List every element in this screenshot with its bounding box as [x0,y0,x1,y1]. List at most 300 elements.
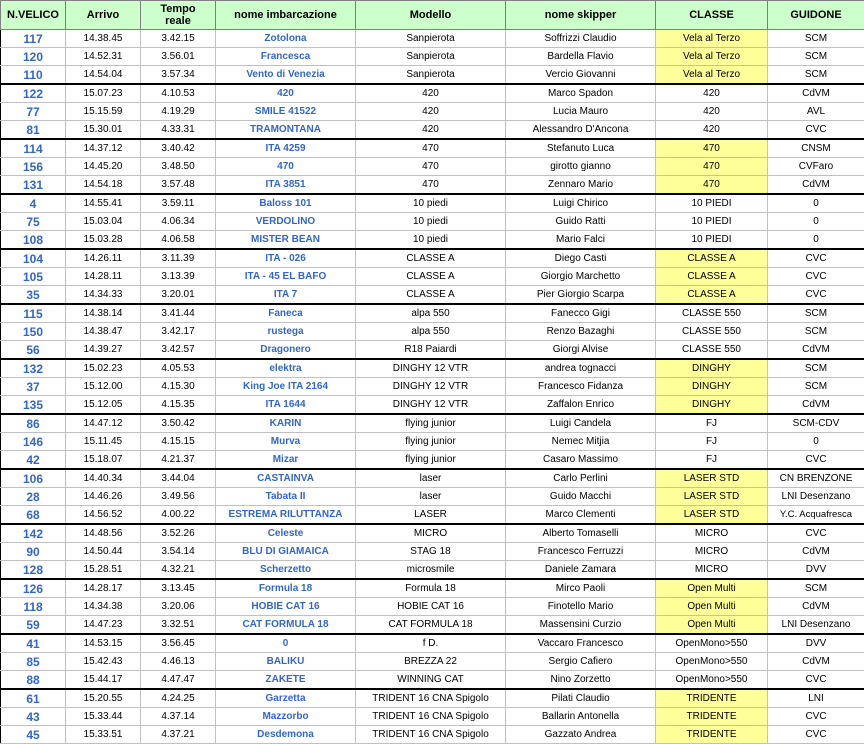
cell-n-velico: 150 [1,323,66,341]
cell-nome-skipper: Nemec Mitjia [506,433,656,451]
cell-nome-imbarcazione: rustega [216,323,356,341]
cell-classe: 470 [656,139,768,158]
cell-tempo-reale: 3.32.51 [141,616,216,635]
table-row [1,414,864,433]
cell-nome-skipper: Pier Giorgio Scarpa [506,286,656,305]
cell-nome-imbarcazione: Mizar [216,451,356,470]
cell-classe: FJ [656,451,768,470]
cell-tempo-reale: 4.21.37 [141,451,216,470]
cell-classe: MICRO [656,543,768,561]
cell-n-velico: 42 [1,451,66,470]
cell-classe: OpenMono>550 [656,634,768,653]
cell-nome-skipper: Sergio Cafiero [506,653,656,671]
header-arrivo: Arrivo [66,1,141,30]
table-body [1,30,864,744]
cell-modello: flying junior [356,451,506,470]
cell-guidone: CVC [768,268,864,286]
cell-n-velico: 122 [1,84,66,103]
cell-n-velico: 4 [1,194,66,213]
cell-tempo-reale: 4.05.53 [141,359,216,378]
cell-nome-imbarcazione: Celeste [216,524,356,543]
cell-arrivo: 15.02.23 [66,359,141,378]
cell-nome-skipper: Vaccaro Francesco [506,634,656,653]
cell-nome-imbarcazione: Baloss 101 [216,194,356,213]
cell-nome-skipper: Mirco Paoli [506,579,656,598]
cell-nome-skipper: Giorgi Alvise [506,341,656,360]
cell-arrivo: 15.18.07 [66,451,141,470]
cell-n-velico: 105 [1,268,66,286]
cell-modello: R18 Paiardi [356,341,506,360]
cell-tempo-reale: 4.46.13 [141,653,216,671]
cell-nome-skipper: andrea tognacci [506,359,656,378]
cell-nome-imbarcazione: 0 [216,634,356,653]
table-row [1,378,864,396]
cell-tempo-reale: 4.47.47 [141,671,216,690]
cell-nome-imbarcazione: Vento di Venezia [216,66,356,85]
cell-arrivo: 14.46.26 [66,488,141,506]
cell-modello: 470 [356,139,506,158]
cell-arrivo: 15.12.00 [66,378,141,396]
cell-tempo-reale: 3.42.17 [141,323,216,341]
cell-n-velico: 156 [1,158,66,176]
table-row [1,48,864,66]
cell-modello: DINGHY 12 VTR [356,359,506,378]
table-row [1,469,864,488]
table-row [1,304,864,323]
cell-modello: LASER [356,506,506,525]
cell-nome-imbarcazione: ITA 7 [216,286,356,305]
cell-nome-skipper: Zennaro Mario [506,176,656,195]
cell-arrivo: 14.26.11 [66,249,141,268]
cell-n-velico: 114 [1,139,66,158]
cell-nome-imbarcazione: Faneca [216,304,356,323]
cell-guidone: DVV [768,561,864,580]
cell-nome-imbarcazione: ITA 1644 [216,396,356,415]
cell-modello: CLASSE A [356,249,506,268]
cell-tempo-reale: 3.13.45 [141,579,216,598]
cell-guidone: CVC [768,121,864,140]
cell-tempo-reale: 4.00.22 [141,506,216,525]
cell-nome-skipper: Alberto Tomaselli [506,524,656,543]
cell-guidone: SCM [768,304,864,323]
cell-tempo-reale: 3.13.39 [141,268,216,286]
cell-classe: Open Multi [656,579,768,598]
cell-classe: Open Multi [656,616,768,635]
cell-modello: STAG 18 [356,543,506,561]
cell-n-velico: 135 [1,396,66,415]
cell-arrivo: 15.07.23 [66,84,141,103]
cell-nome-imbarcazione: Dragonero [216,341,356,360]
cell-classe: FJ [656,433,768,451]
cell-nome-skipper: Carlo Perlini [506,469,656,488]
cell-arrivo: 14.39.27 [66,341,141,360]
cell-modello: CAT FORMULA 18 [356,616,506,635]
cell-nome-skipper: Diego Casti [506,249,656,268]
cell-arrivo: 15.12.05 [66,396,141,415]
cell-modello: Sanpierota [356,66,506,85]
cell-nome-skipper: Fanecco Gigi [506,304,656,323]
cell-nome-imbarcazione: BLU DI GIAMAICA [216,543,356,561]
cell-n-velico: 81 [1,121,66,140]
cell-nome-imbarcazione: elektra [216,359,356,378]
table-row [1,286,864,305]
cell-n-velico: 90 [1,543,66,561]
cell-modello: alpa 550 [356,304,506,323]
cell-arrivo: 14.47.23 [66,616,141,635]
cell-guidone: DVV [768,634,864,653]
cell-modello: DINGHY 12 VTR [356,378,506,396]
header-nome-skipper: nome skipper [506,1,656,30]
cell-arrivo: 14.37.12 [66,139,141,158]
cell-guidone: Y.C. Acquafresca [768,506,864,525]
cell-arrivo: 14.38.45 [66,30,141,48]
cell-n-velico: 110 [1,66,66,85]
cell-classe: CLASSE A [656,286,768,305]
cell-guidone: CdVM [768,341,864,360]
cell-arrivo: 14.47.12 [66,414,141,433]
cell-modello: TRIDENT 16 CNA Spigolo [356,726,506,744]
cell-guidone: CVC [768,451,864,470]
cell-nome-skipper: Giorgio Marchetto [506,268,656,286]
cell-modello: 10 piedi [356,194,506,213]
cell-modello: 420 [356,121,506,140]
cell-modello: Sanpierota [356,30,506,48]
cell-classe: CLASSE 550 [656,341,768,360]
cell-nome-skipper: Luigi Chirico [506,194,656,213]
cell-modello: HOBIE CAT 16 [356,598,506,616]
cell-guidone: CVC [768,286,864,305]
cell-arrivo: 14.28.11 [66,268,141,286]
table-row [1,121,864,140]
table-row [1,30,864,48]
cell-nome-skipper: Francesco Fidanza [506,378,656,396]
cell-guidone: CdVM [768,653,864,671]
cell-guidone: 0 [768,433,864,451]
cell-modello: CLASSE A [356,268,506,286]
table-row [1,341,864,360]
table-row [1,249,864,268]
cell-nome-skipper: Gazzato Andrea [506,726,656,744]
header-guidone: GUIDONE [768,1,864,30]
cell-tempo-reale: 4.32.21 [141,561,216,580]
table-row [1,561,864,580]
cell-nome-skipper: Nino Zorzetto [506,671,656,690]
header-classe: CLASSE [656,1,768,30]
cell-nome-imbarcazione: HOBIE CAT 16 [216,598,356,616]
cell-n-velico: 75 [1,213,66,231]
table-row [1,598,864,616]
cell-nome-imbarcazione: ITA 4259 [216,139,356,158]
cell-n-velico: 59 [1,616,66,635]
cell-modello: DINGHY 12 VTR [356,396,506,415]
cell-guidone: CdVM [768,176,864,195]
cell-tempo-reale: 4.19.29 [141,103,216,121]
cell-tempo-reale: 4.10.53 [141,84,216,103]
cell-guidone: CVC [768,524,864,543]
cell-arrivo: 15.33.44 [66,708,141,726]
cell-classe: 420 [656,103,768,121]
cell-guidone: CdVM [768,543,864,561]
cell-n-velico: 117 [1,30,66,48]
cell-nome-imbarcazione: 420 [216,84,356,103]
cell-classe: Vela al Terzo [656,48,768,66]
cell-nome-imbarcazione: CAT FORMULA 18 [216,616,356,635]
cell-guidone: CVC [768,708,864,726]
cell-classe: 470 [656,176,768,195]
cell-tempo-reale: 4.24.25 [141,689,216,708]
header-tempo-reale: Tempo reale [141,1,216,30]
cell-modello: 470 [356,176,506,195]
cell-n-velico: 35 [1,286,66,305]
cell-arrivo: 15.20.55 [66,689,141,708]
cell-nome-skipper: Bardella Flavio [506,48,656,66]
cell-guidone: CdVM [768,84,864,103]
cell-guidone: CVC [768,249,864,268]
cell-nome-skipper: Ballarin Antonella [506,708,656,726]
cell-arrivo: 15.28.51 [66,561,141,580]
cell-nome-imbarcazione: ITA - 45 EL BAFO [216,268,356,286]
cell-nome-skipper: Finotello Mario [506,598,656,616]
cell-arrivo: 15.44.17 [66,671,141,690]
table-row [1,488,864,506]
cell-arrivo: 14.40.34 [66,469,141,488]
cell-n-velico: 68 [1,506,66,525]
cell-n-velico: 86 [1,414,66,433]
cell-n-velico: 56 [1,341,66,360]
table-row [1,103,864,121]
cell-guidone: SCM [768,359,864,378]
cell-modello: 10 piedi [356,213,506,231]
cell-guidone: SCM [768,48,864,66]
cell-tempo-reale: 3.50.42 [141,414,216,433]
cell-nome-imbarcazione: CASTAINVA [216,469,356,488]
cell-n-velico: 28 [1,488,66,506]
cell-arrivo: 14.48.56 [66,524,141,543]
table-row [1,139,864,158]
table-row [1,176,864,195]
cell-nome-skipper: Mario Falci [506,231,656,250]
cell-modello: alpa 550 [356,323,506,341]
cell-n-velico: 118 [1,598,66,616]
cell-tempo-reale: 4.37.21 [141,726,216,744]
table-row [1,158,864,176]
cell-nome-imbarcazione: TRAMONTANA [216,121,356,140]
cell-modello: 10 piedi [356,231,506,250]
cell-classe: 420 [656,84,768,103]
cell-n-velico: 146 [1,433,66,451]
cell-classe: LASER STD [656,469,768,488]
cell-classe: TRIDENTE [656,689,768,708]
cell-classe: TRIDENTE [656,726,768,744]
cell-guidone: CNSM [768,139,864,158]
cell-guidone: 0 [768,194,864,213]
cell-tempo-reale: 4.15.15 [141,433,216,451]
header-row [1,1,864,30]
cell-nome-imbarcazione: Francesca [216,48,356,66]
cell-modello: BREZZA 22 [356,653,506,671]
cell-tempo-reale: 4.33.31 [141,121,216,140]
cell-arrivo: 14.56.52 [66,506,141,525]
cell-classe: CLASSE 550 [656,304,768,323]
cell-tempo-reale: 3.42.15 [141,30,216,48]
cell-tempo-reale: 4.15.30 [141,378,216,396]
cell-modello: Formula 18 [356,579,506,598]
cell-nome-skipper: Luigi Candela [506,414,656,433]
cell-nome-imbarcazione: ZAKETE [216,671,356,690]
cell-nome-skipper: girotto gianno [506,158,656,176]
cell-arrivo: 14.34.33 [66,286,141,305]
cell-nome-imbarcazione: KARIN [216,414,356,433]
cell-tempo-reale: 3.42.57 [141,341,216,360]
table-row [1,451,864,470]
header-modello: Modello [356,1,506,30]
cell-n-velico: 43 [1,708,66,726]
cell-tempo-reale: 3.11.39 [141,249,216,268]
cell-arrivo: 14.53.15 [66,634,141,653]
cell-tempo-reale: 3.54.14 [141,543,216,561]
cell-modello: f D. [356,634,506,653]
cell-classe: DINGHY [656,359,768,378]
cell-tempo-reale: 3.48.50 [141,158,216,176]
cell-nome-skipper: Stefanuto Luca [506,139,656,158]
cell-arrivo: 15.03.28 [66,231,141,250]
cell-nome-skipper: Alessandro D'Ancona [506,121,656,140]
cell-tempo-reale: 3.49.56 [141,488,216,506]
cell-arrivo: 14.38.14 [66,304,141,323]
cell-guidone: CN BRENZONE [768,469,864,488]
cell-arrivo: 14.55.41 [66,194,141,213]
cell-classe: DINGHY [656,378,768,396]
cell-nome-skipper: Francesco Ferruzzi [506,543,656,561]
cell-nome-imbarcazione: ITA 3851 [216,176,356,195]
cell-classe: OpenMono>550 [656,671,768,690]
cell-nome-imbarcazione: MISTER BEAN [216,231,356,250]
cell-guidone: SCM [768,66,864,85]
cell-nome-skipper: Lucia Mauro [506,103,656,121]
cell-arrivo: 14.38.47 [66,323,141,341]
cell-nome-imbarcazione: ITA - 026 [216,249,356,268]
cell-nome-skipper: Marco Clementi [506,506,656,525]
cell-guidone: CVC [768,726,864,744]
cell-modello: CLASSE A [356,286,506,305]
cell-arrivo: 15.30.01 [66,121,141,140]
cell-n-velico: 131 [1,176,66,195]
cell-classe: Vela al Terzo [656,66,768,85]
table-row [1,524,864,543]
cell-n-velico: 115 [1,304,66,323]
table-row [1,194,864,213]
table-row [1,726,864,744]
cell-nome-imbarcazione: Desdemona [216,726,356,744]
cell-guidone: SCM [768,378,864,396]
cell-tempo-reale: 4.06.58 [141,231,216,250]
cell-n-velico: 85 [1,653,66,671]
cell-guidone: SCM-CDV [768,414,864,433]
cell-modello: laser [356,488,506,506]
cell-arrivo: 14.54.04 [66,66,141,85]
cell-modello: flying junior [356,414,506,433]
table-row [1,616,864,635]
cell-modello: 470 [356,158,506,176]
cell-tempo-reale: 3.57.34 [141,66,216,85]
cell-classe: OpenMono>550 [656,653,768,671]
cell-guidone: AVL [768,103,864,121]
cell-guidone: SCM [768,323,864,341]
cell-classe: LASER STD [656,506,768,525]
cell-classe: Open Multi [656,598,768,616]
cell-nome-imbarcazione: ESTREMA RILUTTANZA [216,506,356,525]
cell-n-velico: 120 [1,48,66,66]
cell-nome-imbarcazione: Mazzorbo [216,708,356,726]
table-row [1,396,864,415]
cell-modello: 420 [356,84,506,103]
cell-tempo-reale: 3.41.44 [141,304,216,323]
cell-arrivo: 14.34.38 [66,598,141,616]
cell-nome-imbarcazione: Formula 18 [216,579,356,598]
table-row [1,543,864,561]
cell-nome-skipper: Zaffalon Enrico [506,396,656,415]
cell-classe: DINGHY [656,396,768,415]
cell-nome-skipper: Renzo Bazaghi [506,323,656,341]
cell-tempo-reale: 3.57.48 [141,176,216,195]
cell-nome-skipper: Pilati Claudio [506,689,656,708]
cell-tempo-reale: 4.06.34 [141,213,216,231]
table-row [1,671,864,690]
cell-nome-skipper: Marco Spadon [506,84,656,103]
cell-tempo-reale: 3.40.42 [141,139,216,158]
cell-tempo-reale: 3.56.01 [141,48,216,66]
table-row [1,323,864,341]
cell-n-velico: 142 [1,524,66,543]
cell-nome-skipper: Soffrizzi Claudio [506,30,656,48]
cell-classe: LASER STD [656,488,768,506]
cell-nome-skipper: Casaro Massimo [506,451,656,470]
cell-classe: 420 [656,121,768,140]
cell-nome-imbarcazione: Zotolona [216,30,356,48]
cell-modello: Sanpierota [356,48,506,66]
cell-arrivo: 14.45.20 [66,158,141,176]
cell-guidone: SCM [768,579,864,598]
cell-nome-skipper: Massensini Curzio [506,616,656,635]
cell-n-velico: 126 [1,579,66,598]
cell-classe: 10 PIEDI [656,194,768,213]
cell-n-velico: 77 [1,103,66,121]
cell-guidone: 0 [768,213,864,231]
cell-classe: MICRO [656,561,768,580]
cell-classe: MICRO [656,524,768,543]
cell-arrivo: 15.42.43 [66,653,141,671]
cell-tempo-reale: 3.59.11 [141,194,216,213]
header-n-velico: N.VELICO [1,1,66,30]
table-row [1,84,864,103]
cell-nome-skipper: Guido Macchi [506,488,656,506]
cell-modello: MICRO [356,524,506,543]
cell-modello: WINNING CAT [356,671,506,690]
cell-nome-imbarcazione: King Joe ITA 2164 [216,378,356,396]
table-row [1,231,864,250]
cell-guidone: LNI Desenzano [768,488,864,506]
cell-guidone: CdVM [768,396,864,415]
table-row [1,653,864,671]
table-row [1,66,864,85]
table-row [1,213,864,231]
cell-nome-skipper: Guido Ratti [506,213,656,231]
table-row [1,689,864,708]
table-row [1,268,864,286]
cell-nome-imbarcazione: Tabata II [216,488,356,506]
cell-modello: laser [356,469,506,488]
cell-n-velico: 132 [1,359,66,378]
